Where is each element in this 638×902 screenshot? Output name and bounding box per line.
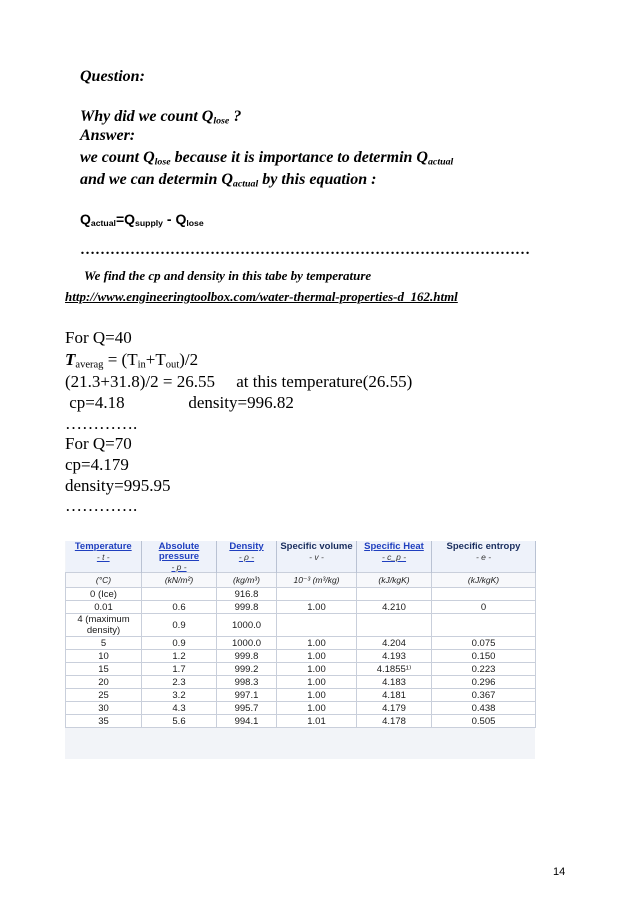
table-cell: 4.183 <box>357 676 432 689</box>
eq-s3: lose <box>186 218 204 229</box>
question-text-b: ? <box>229 108 242 125</box>
table-cell: 0.367 <box>432 689 536 702</box>
table-cell: 20 <box>66 676 142 689</box>
calc-density-2: density=995.95 <box>65 476 171 495</box>
table-row <box>66 689 536 702</box>
table-cell: 1.00 <box>277 637 357 650</box>
table-cell: 994.1 <box>217 715 277 728</box>
table-cell: 998.3 <box>217 676 277 689</box>
table-cell: 1.00 <box>277 676 357 689</box>
table-cell: 4.181 <box>357 689 432 702</box>
unit-cell: (kJ/kgK) <box>432 573 536 588</box>
calc-values-line: (21.3+31.8)/2 = 26.55 at this temperature(26.55) <box>65 372 413 391</box>
table-cell: 4.204 <box>357 637 432 650</box>
answer-l1-a: we count Q <box>80 149 155 166</box>
eq-minus: - Q <box>163 211 187 227</box>
unit-cell: (kN/m²) <box>142 573 217 588</box>
source-link[interactable]: http://www.engineeringtoolbox.com/water-thermal-properties-d_162.html <box>65 289 458 304</box>
properties-table <box>65 541 536 728</box>
table-cell: 4.1855¹⁾ <box>357 663 432 676</box>
answer-line-2 <box>80 171 376 189</box>
header-specific-heat[interactable]: Specific Heat - c_p - <box>357 541 432 573</box>
table-cell <box>432 588 536 601</box>
table-cell <box>432 614 536 637</box>
calc-t-sub: averag <box>75 359 104 371</box>
table-cell: 999.8 <box>217 650 277 663</box>
table-cell: 4.178 <box>357 715 432 728</box>
table-cell: 1.00 <box>277 650 357 663</box>
answer-line-1 <box>80 149 453 167</box>
table-cell: 4.193 <box>357 650 432 663</box>
table-body <box>66 588 536 728</box>
table-cell <box>357 614 432 637</box>
table-cell: 1.00 <box>277 689 357 702</box>
header-absolute-pressure[interactable]: Absolute pressure - p - <box>142 541 217 573</box>
table-cell <box>142 588 217 601</box>
table-cell: 0.296 <box>432 676 536 689</box>
calc-t-plus: +T <box>145 350 166 369</box>
eq-s1: actual <box>90 218 116 229</box>
header-density[interactable]: Density - ρ - <box>217 541 277 573</box>
table-cell: 3.2 <box>142 689 217 702</box>
answer-l1-sub1: lose <box>154 156 171 168</box>
table-cell: 0.223 <box>432 663 536 676</box>
answer-l2-sub: actual <box>232 178 259 190</box>
table-cell: 4.3 <box>142 702 217 715</box>
unit-cell: 10⁻³ (m³/kg) <box>277 573 357 588</box>
answer-heading: Answer: <box>80 127 136 144</box>
question-text-a: Why did we count Q <box>80 108 214 125</box>
table-cell: 35 <box>66 715 142 728</box>
calc-cp-2: cp=4.179 <box>65 455 129 474</box>
calc-cp-line: cp=4.18 density=996.82 <box>65 393 294 412</box>
table-row <box>66 650 536 663</box>
calc-for-q70: For Q=70 <box>65 434 132 453</box>
table-cell <box>357 588 432 601</box>
table-cell: 0.075 <box>432 637 536 650</box>
calc-t-end: )/2 <box>179 350 199 369</box>
table-cell: 1.2 <box>142 650 217 663</box>
calc-t-label: T <box>65 350 76 369</box>
eq-s2: supply <box>135 218 163 229</box>
unit-cell: (kJ/kgK) <box>357 573 432 588</box>
source-intro: We find the cp and density in this tabe by temperature <box>84 268 372 283</box>
table-header-row <box>66 541 536 573</box>
table-cell: 0.9 <box>142 614 217 637</box>
page-number: 14 <box>553 866 566 878</box>
table-cell: 15 <box>66 663 142 676</box>
water-properties-table <box>65 541 535 759</box>
table-cell: 916.8 <box>217 588 277 601</box>
table-cell: 5 <box>66 637 142 650</box>
table-cell: 0.6 <box>142 601 217 614</box>
calc-dots-1: …………. <box>65 414 138 433</box>
table-cell: 30 <box>66 702 142 715</box>
table-cell: 999.8 <box>217 601 277 614</box>
eq-q1: Q <box>80 211 91 227</box>
divider-dots: ……………………………………………………………………………… <box>80 242 530 258</box>
answer-l2-b: by this equation : <box>258 171 377 188</box>
table-cell: 995.7 <box>217 702 277 715</box>
table-cell: 999.2 <box>217 663 277 676</box>
table-cell: 4.210 <box>357 601 432 614</box>
table-cell: 0.150 <box>432 650 536 663</box>
table-row <box>66 702 536 715</box>
table-row <box>66 588 536 601</box>
question-heading: Question: <box>80 68 145 85</box>
header-specific-volume: Specific volume - v - <box>277 541 357 573</box>
table-row <box>66 637 536 650</box>
table-cell: 0.9 <box>142 637 217 650</box>
calc-t-eq: = (T <box>103 350 138 369</box>
table-cell: 0.505 <box>432 715 536 728</box>
table-cell: 997.1 <box>217 689 277 702</box>
eq-eq: =Q <box>115 211 136 227</box>
table-cell <box>277 614 357 637</box>
table-cell: 1.7 <box>142 663 217 676</box>
table-row <box>66 715 536 728</box>
answer-l1-b: because it is importance to determin Q <box>170 149 428 166</box>
calc-t-out: out <box>165 359 180 371</box>
table-cell: 10 <box>66 650 142 663</box>
table-cell: 0.438 <box>432 702 536 715</box>
table-cell: 1.01 <box>277 715 357 728</box>
table-cell: 0 <box>432 601 536 614</box>
header-specific-entropy: Specific entropy - e - <box>432 541 536 573</box>
table-cell: 5.6 <box>142 715 217 728</box>
calc-dots-2: …………. <box>65 496 138 515</box>
table-row <box>66 676 536 689</box>
table-cell: 1000.0 <box>217 614 277 637</box>
table-row <box>66 663 536 676</box>
unit-cell: (°C) <box>66 573 142 588</box>
table-cell: 0.01 <box>66 601 142 614</box>
table-units-row <box>66 573 536 588</box>
table-row <box>66 614 536 637</box>
answer-l1-sub2: actual <box>427 156 454 168</box>
table-cell: 4 (maximum density) <box>66 614 142 637</box>
table-row <box>66 601 536 614</box>
header-temperature[interactable]: Temperature - t - <box>66 541 142 573</box>
table-cell: 0 (Ice) <box>66 588 142 601</box>
table-cell: 1000.0 <box>217 637 277 650</box>
table-cell: 4.179 <box>357 702 432 715</box>
table-cell: 1.00 <box>277 663 357 676</box>
question-sub: lose <box>213 115 230 127</box>
answer-l2-a: and we can determin Q <box>80 171 233 188</box>
calc-t-in: in <box>137 359 146 371</box>
table-cell: 1.00 <box>277 702 357 715</box>
unit-cell: (kg/m³) <box>217 573 277 588</box>
question-text <box>80 108 241 126</box>
equation <box>80 211 204 228</box>
table-cell <box>277 588 357 601</box>
table-cell: 25 <box>66 689 142 702</box>
table-cell: 2.3 <box>142 676 217 689</box>
calc-for-q40: For Q=40 <box>65 328 132 347</box>
table-cell: 1.00 <box>277 601 357 614</box>
